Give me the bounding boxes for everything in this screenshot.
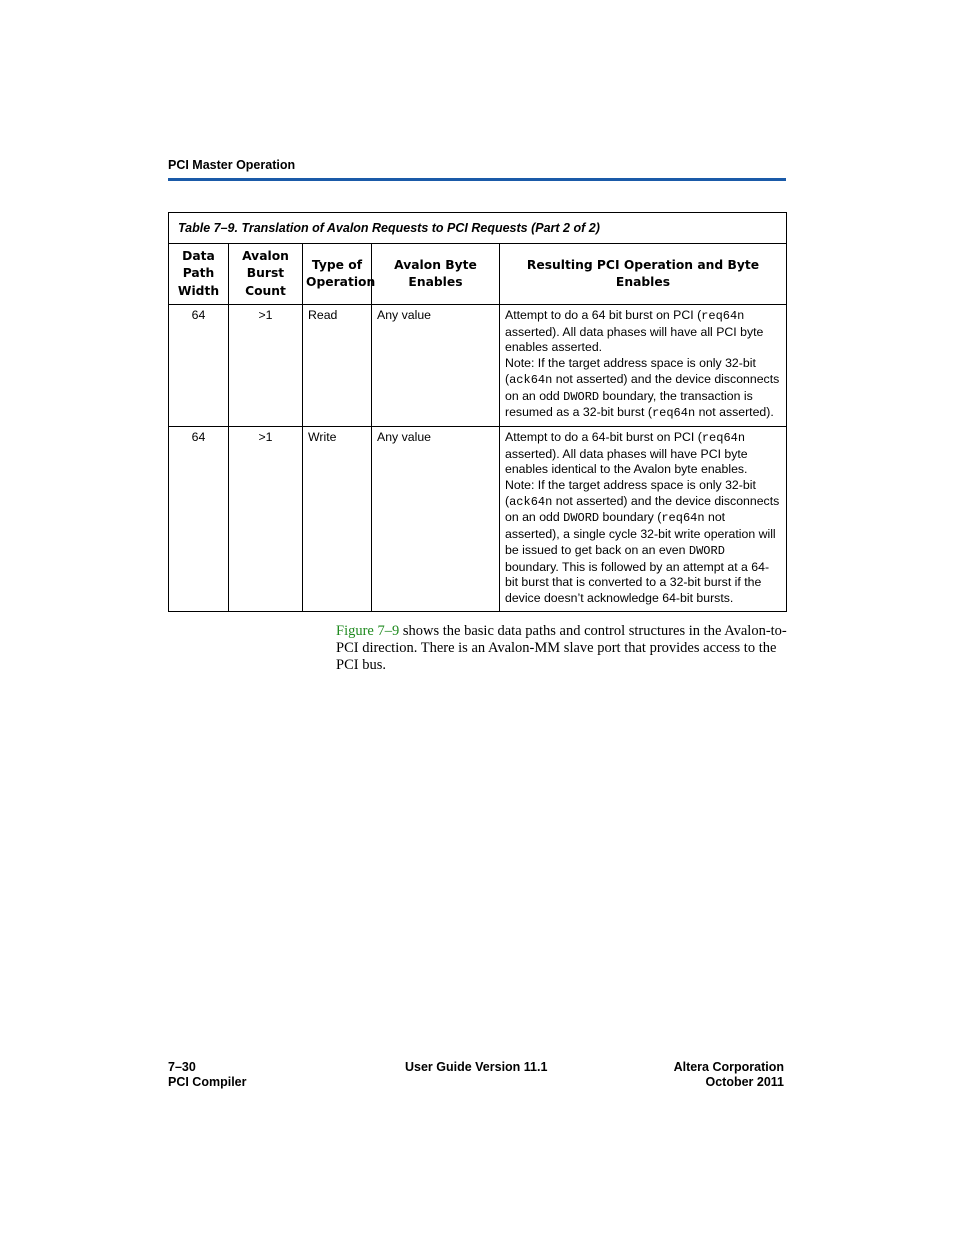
col-header: Data Path Width	[169, 244, 229, 305]
signal-name: req64n	[701, 430, 746, 445]
running-header: PCI Master Operation	[168, 158, 296, 172]
publish-date: October 2011	[705, 1075, 784, 1089]
footer-left	[168, 1060, 247, 1090]
col-header: Resulting PCI Operation and Byte Enables	[500, 244, 787, 305]
signal-name: ack64n	[509, 372, 553, 387]
result-text: asserted). All data phases will have all PCI byte enables asserted.	[505, 324, 764, 355]
signal-name: DWORD	[563, 511, 600, 526]
paragraph-text: shows the basic data paths and control structures in the Avalon-to-PCI direction. There is an Avalon-MM slave port that provides access to the PCI bus.	[336, 623, 787, 673]
footer-right	[674, 1060, 784, 1090]
figure-link[interactable]: Figure 7–9	[336, 623, 400, 639]
signal-name: req64n	[701, 309, 745, 323]
header-rule	[168, 178, 786, 181]
cell-result	[500, 426, 787, 611]
body-paragraph	[336, 623, 788, 674]
result-text: not asserted), a single cycle 32-bit write operation will be issued to get back on an even	[505, 510, 776, 557]
signal-name: req64n	[661, 511, 705, 526]
signal-name: DWORD	[688, 543, 725, 558]
guide-version: User Guide Version 11.1	[405, 1060, 548, 1074]
signal-name: req64n	[651, 406, 696, 421]
result-text: boundary (	[599, 510, 662, 525]
col-header: Avalon Burst Count	[229, 244, 303, 305]
page-number: 7–30	[168, 1060, 196, 1074]
table-row	[169, 426, 787, 611]
table-header-row	[169, 244, 787, 305]
cell-operation-type: Write	[303, 426, 372, 611]
company-name: Altera Corporation	[673, 1060, 784, 1074]
result-text: Note: If the target address space is only 32-bit (	[505, 478, 756, 508]
cell-result	[500, 305, 787, 427]
result-text: boundary, the transaction is resumed as a 32-bit burst (	[505, 388, 753, 420]
cell-operation-type: Read	[303, 305, 372, 427]
product-name: PCI Compiler	[168, 1075, 247, 1089]
footer-center	[405, 1060, 547, 1075]
signal-name: DWORD	[563, 389, 600, 404]
signal-name: ack64n	[509, 494, 553, 509]
table-row	[169, 305, 787, 427]
table-caption: Table 7–9. Translation of Avalon Requests to PCI Requests (Part 2 of 2)	[169, 213, 787, 244]
result-text: not asserted).	[695, 405, 774, 420]
result-text: boundary. This is followed by an attempt at a 64-bit burst that is converted to a 32-bit burst if the device doesn’t acknowledge 64-bit bursts.	[505, 559, 770, 605]
result-text: Attempt to do a 64-bit burst on PCI (	[505, 429, 702, 444]
translation-table	[168, 212, 787, 612]
cell-byte-enables: Any value	[372, 426, 500, 611]
result-text: Note: If the target address space is only 32-bit (	[505, 356, 756, 386]
result-text: asserted). All data phases will have PCI byte enables identical to the Avalon byte enables.	[505, 446, 748, 477]
result-text: Attempt to do a 64 bit burst on PCI (	[505, 308, 702, 322]
col-header: Type of Operation	[303, 244, 372, 305]
cell-byte-enables: Any value	[372, 305, 500, 427]
result-text: not asserted) and the device disconnects on an odd	[505, 493, 780, 525]
result-text: not asserted) and the device disconnects on an odd	[505, 371, 780, 403]
cell-burst-count: >1	[229, 426, 303, 611]
cell-data-path-width: 64	[169, 305, 229, 427]
col-header: Avalon Byte Enables	[372, 244, 500, 305]
cell-burst-count: >1	[229, 305, 303, 427]
cell-data-path-width: 64	[169, 426, 229, 611]
